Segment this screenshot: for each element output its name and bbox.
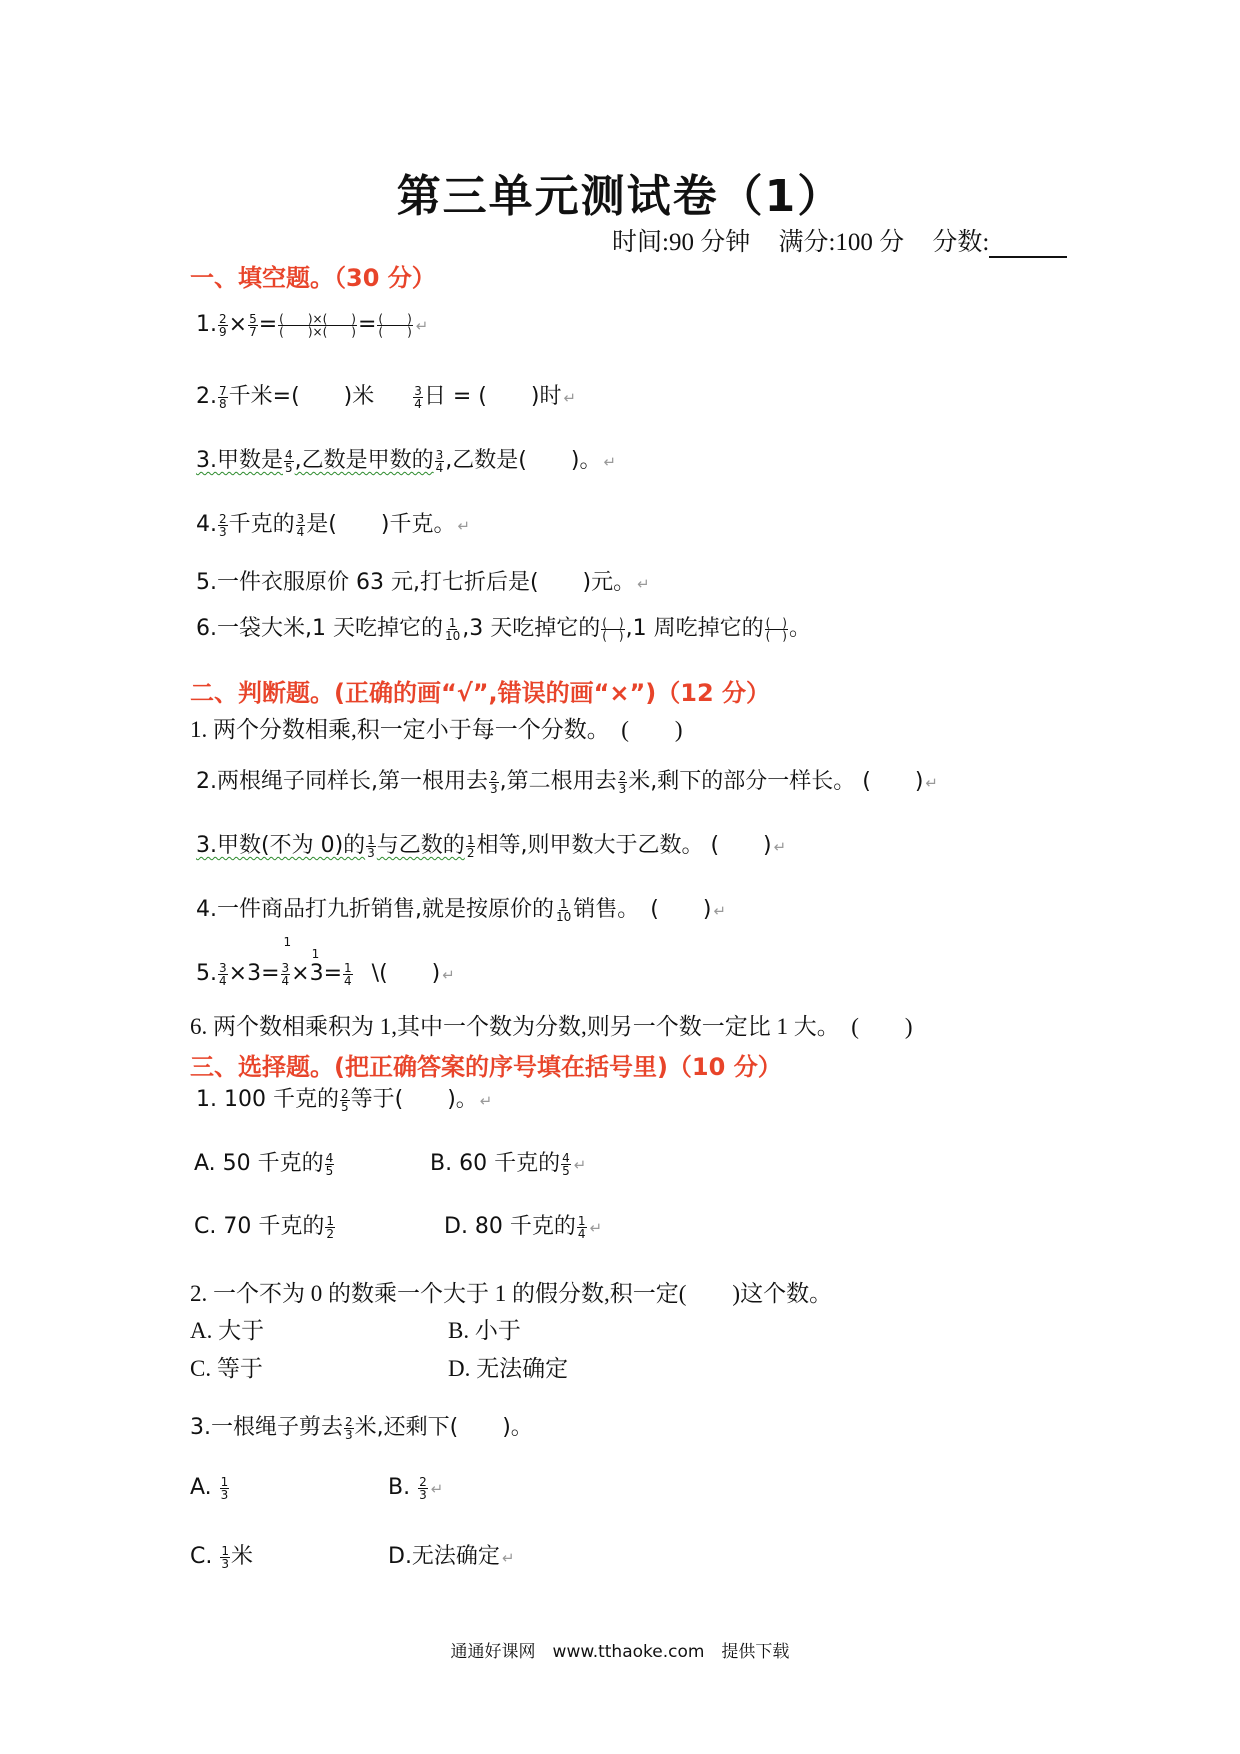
- judge-question-6: 6. 两个数相乘积为 1,其中一个数为分数,则另一个数一定比 1 大。 ( ): [190, 1014, 913, 1039]
- judge-question-1: 1. 两个分数相乘,积一定小于每一个分数。 ( ): [190, 717, 683, 742]
- choice-2-option-d[interactable]: D. 无法确定: [448, 1356, 569, 1381]
- full-score: 满分:100 分: [778, 229, 905, 256]
- choice-2-option-a[interactable]: A. 大于: [190, 1318, 265, 1343]
- page-title: 第三单元测试卷（1）: [396, 171, 844, 222]
- exam-meta: [612, 222, 1067, 258]
- answer-fraction-blank[interactable]: $\frac{( )}{( )}$: [602, 615, 624, 643]
- judge-question-2: 2.两根绳子同样长,第一根用去 $\frac{2}{3}$ ,第二根用去 $\frac{2}{3}$ 米,剩下的部分一样长。 ( ) ↵: [196, 768, 938, 796]
- section-fill-heading: 一、填空题。（30 分）: [190, 264, 436, 292]
- fraction: $\frac{2}{9}$: [219, 311, 227, 339]
- choice-3-option-a[interactable]: A. $\frac{1}{3}$: [190, 1474, 229, 1502]
- answer-fraction-blank[interactable]: $\frac{( )}{( )}$: [765, 615, 787, 643]
- judge-question-5: 5. $\frac{3}{4}$ ×3= 1 $\frac{3}{4}$ × 1 3= $\frac{1}{4}$ \( ) ↵: [196, 935, 455, 988]
- footer-credit: 通通好课网 www.tthaoke.com 提供下载: [450, 1642, 790, 1662]
- choice-1-option-c[interactable]: C. 70 千克的 $\frac{1}{2}$: [194, 1213, 334, 1241]
- fill-question-1: 1. $\frac{2}{9}$ × $\frac{5}{7}$ = $\frac{( )\times( )}{( )\times( )}$ = $\frac{( )}{( )}$ ↵: [196, 311, 429, 339]
- judge-question-3: 3.甲数(不为 0)的 $\frac{1}{3}$ 与乙数的 $\frac{1}{2}$ 相等,则甲数大于乙数。 ( ) ↵: [196, 832, 787, 860]
- choice-1-option-b[interactable]: B. 60 千克的 $\frac{4}{5}$ ↵: [430, 1150, 587, 1178]
- fill-question-3: 3.甲数是 $\frac{4}{5}$ ,乙数是甲数的 $\frac{3}{4}$ ,乙数是( )。 ↵: [196, 447, 617, 475]
- fill-question-6: 6.一袋大米,1 天吃掉它的 $\frac{1}{10}$ ,3 天吃掉它的 $\frac{( )}{( )}$ ,1 周吃掉它的 $\frac{( )}{( )}$ 。: [196, 615, 811, 643]
- choice-question-1: 1. 100 千克的 $\frac{2}{5}$ 等于( )。 ↵: [196, 1086, 493, 1114]
- choice-3-option-c[interactable]: C. $\frac{1}{3}$ 米: [190, 1543, 254, 1571]
- choice-2-option-b[interactable]: B. 小于: [448, 1318, 521, 1343]
- answer-fraction-blank[interactable]: $\frac{( )\times( )}{( )\times( )}$: [279, 311, 356, 339]
- score-blank[interactable]: [989, 236, 1067, 258]
- answer-fraction-blank[interactable]: $\frac{( )}{( )}$: [378, 311, 412, 339]
- fraction: $\frac{5}{7}$: [249, 311, 257, 339]
- section-judge-heading: 二、判断题。(正确的画“√”,错误的画“×”)（12 分）: [190, 679, 771, 707]
- choice-3-option-b[interactable]: B. $\frac{2}{3}$ ↵: [388, 1474, 444, 1502]
- choice-1-option-d[interactable]: D. 80 千克的 $\frac{1}{4}$ ↵: [444, 1213, 603, 1241]
- time-limit: 时间:90 分钟: [612, 229, 751, 256]
- judge-question-4: 4.一件商品打九折销售,就是按原价的 $\frac{1}{10}$ 销售。 ( ) ↵: [196, 896, 727, 924]
- choice-1-option-a[interactable]: A. 50 千克的 $\frac{4}{5}$: [194, 1150, 334, 1178]
- score-label: 分数:: [932, 229, 990, 256]
- section-choice-heading: 三、选择题。(把正确答案的序号填在括号里)（10 分）: [190, 1053, 782, 1081]
- cancel-mark: 1: [311, 947, 320, 961]
- cancel-mark: 1: [283, 935, 292, 949]
- choice-question-3: 3.一根绳子剪去 $\frac{2}{3}$ 米,还剩下( )。: [190, 1414, 533, 1442]
- choice-2-option-c[interactable]: C. 等于: [190, 1356, 263, 1381]
- fill-question-4: 4. $\frac{2}{3}$ 千克的 $\frac{3}{4}$ 是( )千克。 ↵: [196, 511, 471, 539]
- choice-question-2: 2. 一个不为 0 的数乘一个大于 1 的假分数,积一定( )这个数。: [190, 1281, 833, 1306]
- fill-question-5: 5.一件衣服原价 63 元,打七折后是( )元。 ↵: [196, 570, 650, 595]
- choice-3-option-d[interactable]: D.无法确定 ↵: [388, 1544, 515, 1569]
- fill-question-2: 2. $\frac{7}{8}$ 千米=( )米 $\frac{3}{4}$ 日 = ( )时 ↵: [196, 383, 577, 411]
